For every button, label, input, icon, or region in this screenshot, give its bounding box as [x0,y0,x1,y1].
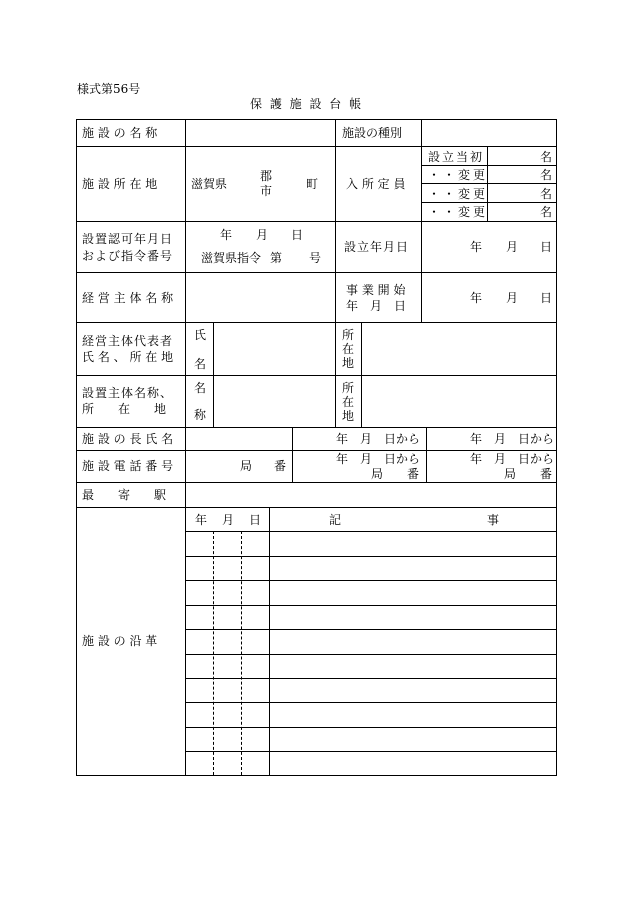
phone-kyoku: 局 [240,459,253,473]
capacity-line-label: ・・変更 [428,187,489,201]
phone-from-2: 年 月 日から [470,452,555,466]
label-operator: 経 営 主 体 名 称 [82,291,174,305]
rep-name-char: 氏 [194,328,207,342]
history-dash-2 [241,531,242,775]
from-divider-1 [292,427,293,482]
capacity-line-label: ・・変更 [428,168,489,182]
label-divider [185,119,186,775]
capacity-line [421,202,556,203]
order-prefix: 滋賀県指令 [201,251,262,265]
row-line [76,272,557,273]
founder-addr-char: 在 [342,395,355,409]
row-line [76,322,557,323]
history-col-ki: 記 [329,513,342,527]
location-cho: 町 [306,177,319,191]
label-station: 最 寄 駅 [82,488,167,502]
order-dai: 第 [270,251,283,265]
history-date-divider [269,507,270,775]
founder-name-char: 称 [194,408,207,422]
form-number: 様式第56号 [77,82,141,96]
row-line [76,221,557,222]
right-label-divider [421,119,422,322]
label-location: 施 設 所 在 地 [82,177,158,191]
phone-kyokuban-2: 局 番 [504,467,553,481]
capacity-unit: 名 [540,187,553,201]
capacity-line [421,183,556,184]
est-day: 日 [540,240,553,254]
label-founder-2: 所 在 地 [82,402,167,416]
history-col-year: 年 [195,513,208,527]
label-founder-1: 設置主体名称、 [82,386,174,400]
border-top [76,119,557,120]
label-director: 施 設 の 長 氏 名 [82,432,174,446]
label-start-1: 事 業 開 始 [346,283,406,297]
row-line [76,450,557,451]
location-gun: 郡 [260,169,273,183]
phone-from-1: 年 月 日から [336,452,421,466]
history-col-day: 日 [249,513,262,527]
director-from-1: 年 月 日から [336,432,421,446]
capacity-unit: 名 [540,205,553,219]
label-history: 施 設 の 沿 革 [82,634,158,648]
rep-addr-char: 在 [342,342,355,356]
start-day: 日 [540,291,553,305]
order-go: 号 [309,251,322,265]
capacity-unit: 名 [540,150,553,164]
history-col-ji: 事 [487,513,500,527]
name-char-divider [213,322,214,427]
row-line [76,482,557,483]
approval-day: 日 [291,228,304,242]
row-line [76,507,557,508]
founder-name-char: 名 [194,381,207,395]
location-prefecture: 滋賀県 [191,177,228,191]
label-representative-2: 氏 名 、 所 在 地 [82,350,174,364]
label-capacity: 入 所 定 員 [346,177,406,191]
row-line [76,146,557,147]
from-divider-2 [426,427,427,482]
label-established: 設立年月日 [344,240,410,254]
capacity-line [421,165,556,166]
border-left [76,119,77,775]
label-facility-type: 施設の種別 [342,126,403,140]
phone-kyokuban-1: 局 番 [371,467,420,481]
label-facility-name: 施 設 の 名 称 [82,126,158,140]
capacity-line-label: 設立当初 [428,150,485,164]
phone-ban: 番 [274,459,287,473]
director-from-2: 年 月 日から [470,432,555,446]
approval-year: 年 [220,228,233,242]
row-line [76,375,557,376]
start-year: 年 [470,291,483,305]
page-title: 保 護 施 設 台 帳 [250,97,364,111]
location-shi: 市 [260,184,273,198]
border-bottom [76,775,557,776]
capacity-unit: 名 [540,168,553,182]
addr-char-divider [361,322,362,427]
label-representative-1: 経営主体代表者 [82,334,174,348]
label-start-2: 年 月 日 [346,299,407,313]
capacity-line-label: ・・変更 [428,205,489,219]
founder-addr-char: 地 [342,409,355,423]
row-line [76,427,557,428]
est-month: 月 [506,240,519,254]
label-approval-2: および指令番号 [82,249,174,263]
border-right [556,119,557,775]
rep-addr-char: 地 [342,356,355,370]
est-year: 年 [470,240,483,254]
history-col-month: 月 [222,513,235,527]
start-month: 月 [506,291,519,305]
label-phone: 施 設 電 話 番 号 [82,459,174,473]
rep-name-char: 名 [194,357,207,371]
approval-month: 月 [256,228,269,242]
mid-divider [335,119,336,427]
history-dash-1 [213,531,214,775]
label-approval-1: 設置認可年月日 [82,232,174,246]
rep-addr-char: 所 [342,328,355,342]
founder-addr-char: 所 [342,381,355,395]
